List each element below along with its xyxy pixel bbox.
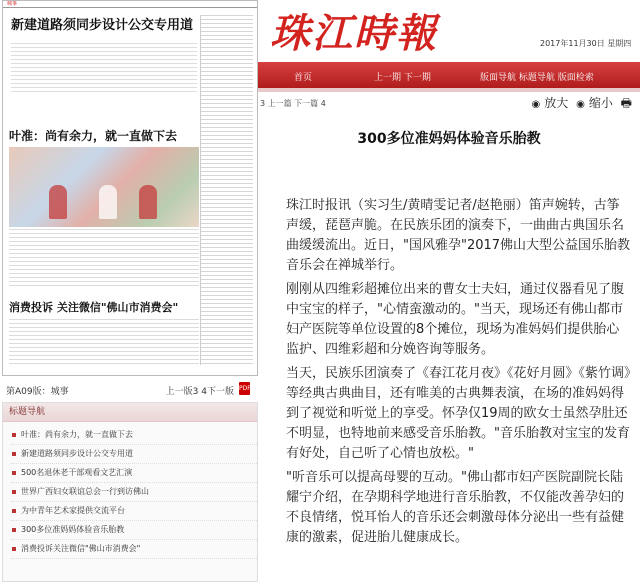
main-nav-bar (258, 62, 640, 88)
page-nav-links[interactable]: 上一版3 4下一版 (165, 387, 234, 397)
pdf-icon[interactable]: PDF (239, 382, 250, 395)
article-paragraph: 当天，民族乐团演奏了《春江花月夜》《花好月圆》《紫竹调》等经典古典曲目，还有唯美的古典舞表演，在场的准妈妈得到了视觉和听觉上的享受。怀孕仅19周的欧女士虽然孕肚还不明显，也特地前来感受音乐胎教。"音乐胎教对宝宝的发育有好处，自己听了心情也放松。" (286, 366, 631, 461)
nav-home-link[interactable]: 首页 (294, 73, 313, 83)
thumbnail-section-tag: 城事 (3, 1, 257, 8)
title-navigation (2, 402, 258, 582)
title-navigation-header: 标题导航 (3, 403, 257, 422)
toc-item[interactable]: 新建道路须同步设计公交专用道 (11, 445, 257, 464)
article-page-nav[interactable]: 3 上一篇 下一篇 4 (260, 99, 326, 108)
toc-item[interactable]: 叶准：尚有余力，就一直做下去 (11, 426, 257, 445)
thumbnail-headline[interactable]: 消费投诉 关注微信"佛山市消费会" (9, 301, 179, 314)
toc-item[interactable]: 消费投诉关注微信"佛山市消费会" (11, 540, 257, 559)
page-label: 第A09版：城事 (6, 387, 69, 397)
print-icon[interactable]: 🖶 (620, 96, 632, 110)
nav-layout-links[interactable]: 版面导航 标题导航 版面检索 (480, 73, 594, 83)
nav-divider (258, 88, 640, 92)
toc-item[interactable]: 世界广西妇女联谊总会一行到访佛山 (11, 483, 257, 502)
zoom-in-button[interactable]: 放大 (544, 96, 569, 110)
thumbnail-headline[interactable]: 叶准：尚有余力，就一直做下去 (9, 127, 189, 144)
article-paragraph: "听音乐可以提高母婴的互动。"佛山都市妇产医院副院长陆耀宁介绍，在孕期科学地进行音乐胎教，不仅能改善孕妇的不良情绪，悦耳怡人的音乐还会刺激母体分泌出一些有益健康的激素，促进胎儿健康成长。 (286, 470, 625, 545)
thumbnail-text-block (9, 319, 199, 367)
issue-date: 2017年11月30日 星期四 (540, 39, 632, 48)
zoom-controls (528, 94, 632, 115)
article-paragraph: 珠江时报讯（实习生/黄晴雯记者/赵艳丽）笛声婉转，古筝声缓，琵琶声脆。在民族乐团的演奏下，一曲曲古典国乐名曲缓缓流出。近日，"国风雅孕"2017佛山大型公益国乐胎教音乐会在禅城举行。 (286, 198, 631, 273)
article-body (286, 196, 632, 552)
thumbnail-text-block (11, 43, 197, 95)
article-title: 300多位准妈妈体验音乐胎教 (357, 131, 541, 147)
thumbnail-photo (9, 147, 199, 227)
page-bar (2, 378, 256, 400)
zoom-out-button[interactable]: 缩小 (588, 96, 613, 110)
toc-item[interactable]: 为中青年艺术家提供交流平台 (11, 502, 257, 521)
zoom-out-icon: ◉ (576, 99, 585, 110)
nav-prev-next-issue[interactable]: 上一期 下一期 (374, 73, 431, 83)
article-paragraph: 刚刚从四维彩超摊位出来的曹女士夫妇，通过仪器看见了腹中宝宝的样子，"心情蛮激动的。"当天，现场还有佛山都市妇产医院等单位设置的8个摊位，现场为准妈妈们提供胎心监护、四维彩超和分娩咨询等服务。 (286, 282, 625, 357)
newspaper-logo: 珠江時報 (270, 10, 438, 57)
thumbnail-headline[interactable]: 新建道路须同步设计公交专用道 (11, 18, 194, 33)
toc-item[interactable]: 300多位准妈妈体验音乐胎教 (11, 521, 257, 540)
toc-item[interactable]: 500名退休老干部观看文艺汇演 (11, 464, 257, 483)
newspaper-page-thumbnail[interactable] (2, 0, 258, 376)
thumbnail-side-column (200, 15, 253, 365)
zoom-in-icon: ◉ (531, 99, 541, 110)
thumbnail-text-block (9, 229, 199, 289)
